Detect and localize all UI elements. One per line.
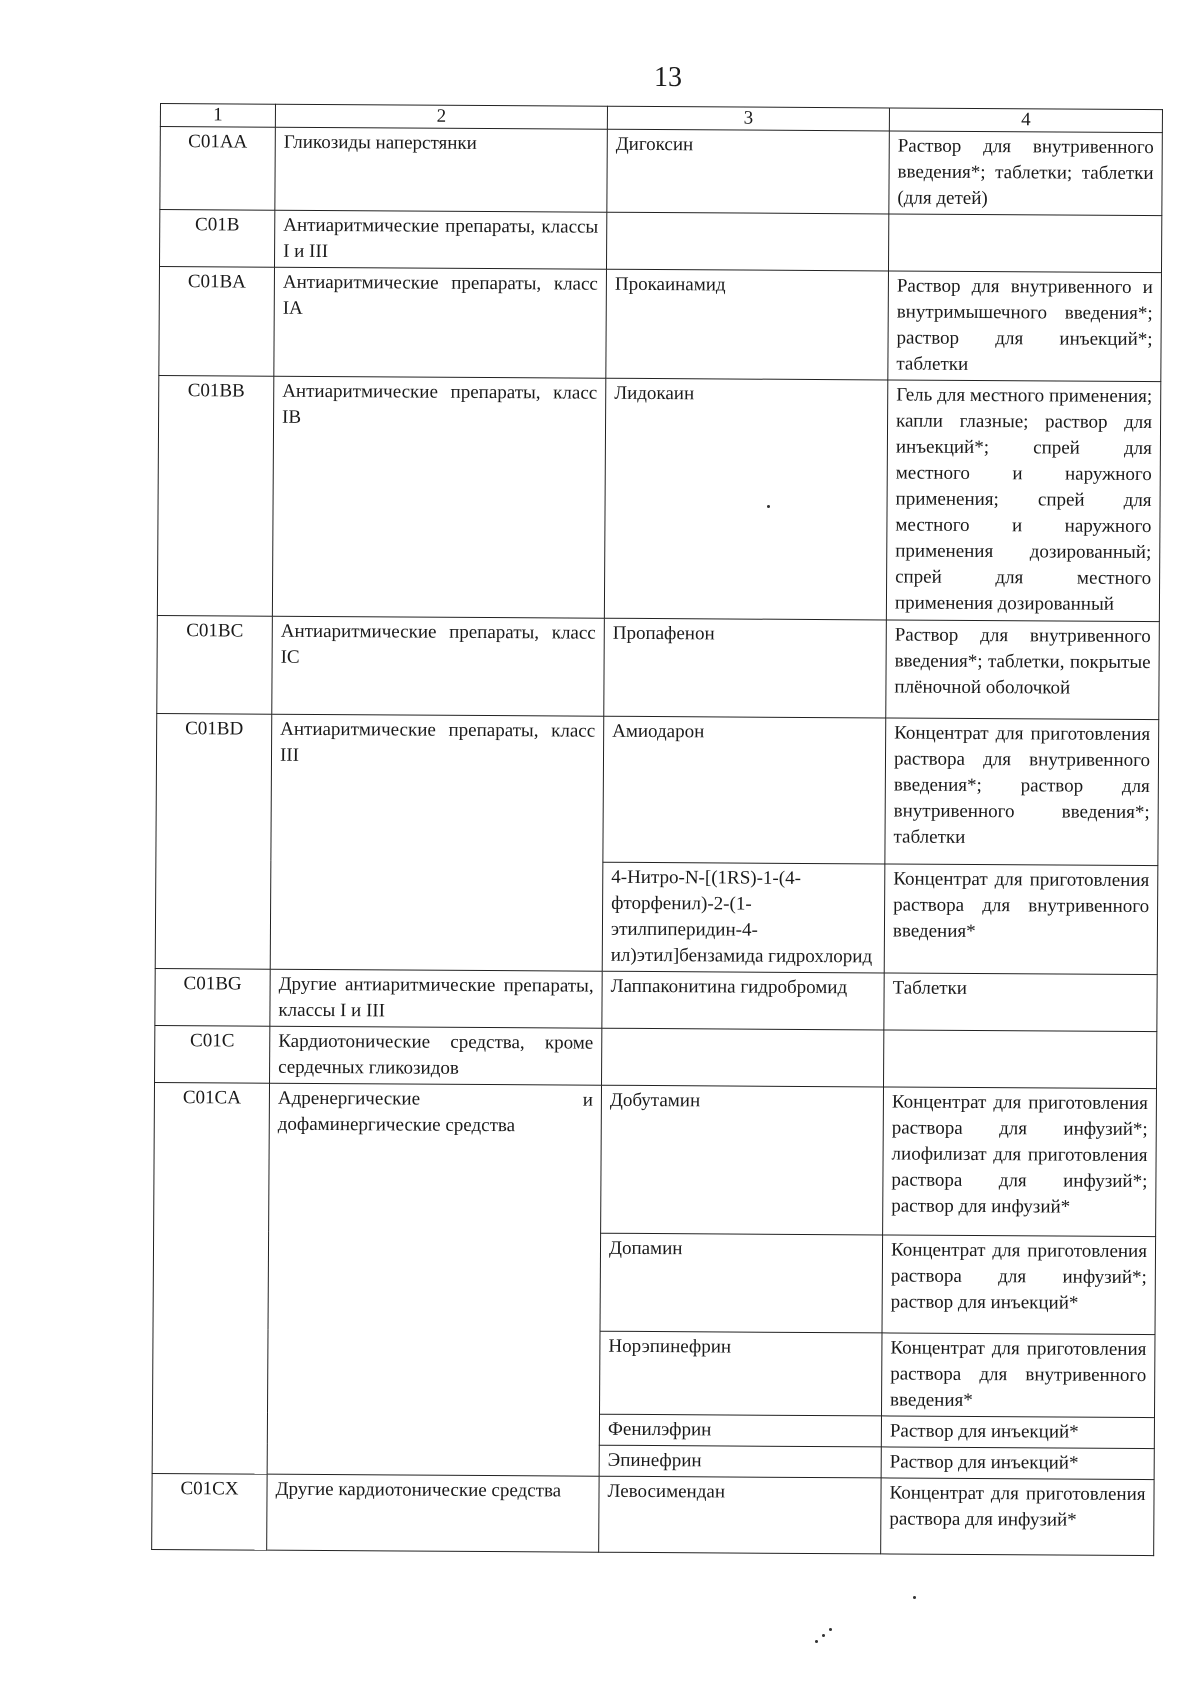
table-row bbox=[156, 713, 1159, 865]
scan-speck bbox=[829, 1628, 832, 1631]
atc-code: C01CA bbox=[152, 1082, 269, 1474]
dosage-form: Раствор для внутривенного введения*; таблетки, покрытые плёночной оболочкой bbox=[886, 620, 1160, 720]
dosage-form bbox=[888, 214, 1161, 273]
table-row bbox=[155, 1025, 1157, 1088]
atc-code: C01BC bbox=[157, 615, 273, 714]
drug-name: Дигоксин bbox=[607, 129, 890, 214]
atc-group: Антиаритмические препараты, класс IA bbox=[274, 267, 607, 378]
atc-code: C01B bbox=[160, 210, 275, 268]
drug-name: Норэпинефрин bbox=[599, 1331, 882, 1416]
drug-name bbox=[602, 1028, 884, 1087]
dosage-form: Концентрат для приготовления раствора для инфузий*; раствор для инъекций* bbox=[882, 1235, 1156, 1335]
atc-group: Адренергические и дофаминергические средства bbox=[267, 1083, 601, 1476]
table-row bbox=[157, 615, 1160, 719]
atc-group: Антиаритмические препараты, класс IB bbox=[272, 376, 605, 618]
atc-group: Другие кардиотонические средства bbox=[267, 1474, 599, 1552]
drug-name: Лидокаин bbox=[604, 378, 887, 620]
atc-group: Другие антиаритмические препараты, классы I и III bbox=[270, 969, 602, 1028]
drug-name: Левосимендан bbox=[599, 1476, 881, 1554]
atc-code: C01BD bbox=[155, 713, 272, 969]
dosage-form bbox=[884, 1030, 1157, 1089]
scan-speck bbox=[913, 1596, 916, 1599]
drug-name: Добутамин bbox=[601, 1085, 884, 1235]
scan-speck bbox=[822, 1634, 825, 1637]
table-row bbox=[160, 210, 1162, 273]
page-number: 13 bbox=[654, 62, 682, 93]
dosage-form: Концентрат для приготовления раствора для внутривенного введения* bbox=[881, 1333, 1155, 1418]
scan-speck bbox=[815, 1640, 818, 1643]
drug-name: Лаппаконитина гидробромид bbox=[602, 971, 884, 1030]
atc-code: C01AA bbox=[160, 127, 276, 211]
atc-group: Кардиотонические средства, кроме сердечных гликозидов bbox=[270, 1026, 602, 1085]
dosage-form: Гель для местного применения; капли глазные; раствор для инъекций*; спрей для местного и наружного применения; спрей для местного и наружного применения дозированный; спрей для местного применения дозированный bbox=[886, 380, 1160, 622]
dosage-form: Раствор для внутривенного и внутримышечного введения*; раствор для инъекций*; таблетки bbox=[888, 271, 1162, 382]
atc-code: C01BG bbox=[155, 968, 270, 1026]
dosage-form: Раствор для инъекций* bbox=[881, 1416, 1154, 1449]
drug-name: Фенилэфрин bbox=[599, 1414, 881, 1447]
table-row bbox=[154, 1082, 1157, 1236]
drug-name bbox=[606, 212, 888, 271]
atc-group: Антиаритмические препараты, класс IC bbox=[272, 616, 605, 716]
dosage-form: Концентрат для приготовления раствора для внутривенного введения* bbox=[884, 864, 1158, 975]
atc-group: Антиаритмические препараты, классы I и III bbox=[274, 210, 606, 269]
table-row bbox=[157, 375, 1160, 621]
column-header: 2 bbox=[275, 104, 607, 129]
atc-code: C01BB bbox=[157, 375, 273, 616]
atc-code: C01BA bbox=[159, 267, 275, 377]
column-header: 1 bbox=[160, 104, 275, 128]
drug-name: Пропафенон bbox=[604, 618, 887, 718]
dosage-form: Таблетки bbox=[884, 973, 1157, 1032]
table-row bbox=[159, 267, 1162, 382]
drug-name: Эпинефрин bbox=[599, 1445, 881, 1478]
atc-group: Гликозиды наперстянки bbox=[275, 127, 608, 212]
dosage-form: Раствор для внутривенного введения*; таблетки; таблетки (для детей) bbox=[889, 131, 1163, 216]
drug-name: Прокаинамид bbox=[606, 269, 889, 380]
drug-name: Допамин bbox=[600, 1233, 883, 1333]
drug-table bbox=[151, 103, 1163, 1556]
atc-group: Антиаритмические препараты, класс III bbox=[270, 714, 604, 971]
dosage-form: Раствор для инъекций* bbox=[881, 1447, 1154, 1480]
scan-speck bbox=[767, 505, 770, 508]
table-row bbox=[160, 127, 1162, 216]
dosage-form: Концентрат для приготовления раствора для инфузий* bbox=[881, 1478, 1154, 1556]
drug-name: 4-Нитро-N-[(1RS)-1-(4-фторфенил)-2-(1-этилпиперидин-4-ил)этил]бензамида гидрохлорид bbox=[602, 862, 885, 973]
atc-code: C01C bbox=[155, 1025, 270, 1083]
dosage-form: Концентрат для приготовления раствора для инфузий*; лиофилизат для приготовления раствора для инфузий*; раствор для инфузий* bbox=[883, 1087, 1157, 1237]
column-header: 3 bbox=[607, 106, 889, 131]
dosage-form: Концентрат для приготовления раствора для внутривенного введения*; раствор для внутривенного введения*; таблетки bbox=[885, 718, 1159, 866]
table-row bbox=[152, 1473, 1154, 1555]
column-header: 4 bbox=[889, 108, 1162, 133]
atc-code: C01CX bbox=[152, 1473, 267, 1550]
table-row bbox=[155, 968, 1157, 1031]
drug-name: Амиодарон bbox=[603, 716, 886, 864]
